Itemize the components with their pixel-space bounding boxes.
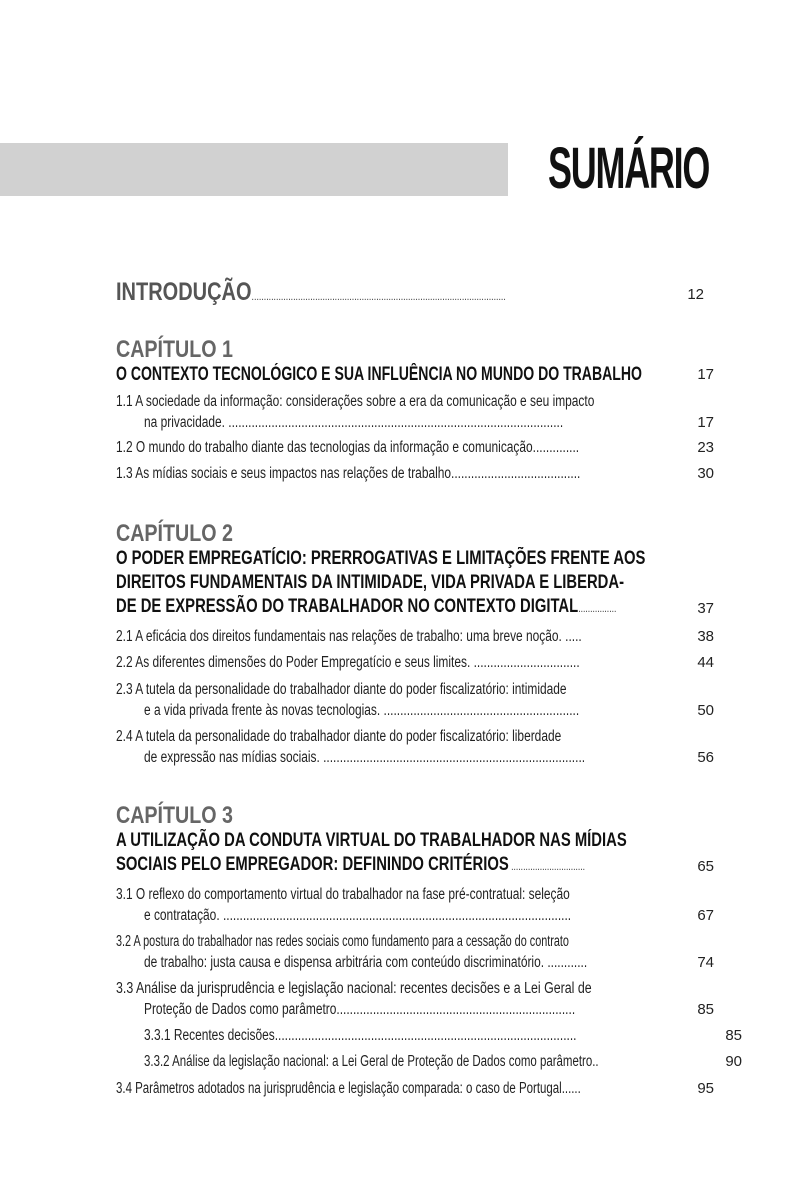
toc-entry-2-4[interactable]: 2.4 A tutela da personalidade do trabalhador diante do poder fiscalizatório: liberdade de expressão nas mídias sociais. ............................................................................... 56 [116,728,714,766]
chapter-3-page: 65 [697,858,714,875]
page-title: SUMÁRIO [548,136,710,201]
toc-entry-3-3-1[interactable]: 3.3.1 Recentes decisões........................................................................................... 85 [144,1027,742,1044]
toc-entry-2-2[interactable]: 2.2 As diferentes dimensões do Poder Empregatício e seus limites. ................................ 44 [116,654,714,671]
toc-entry-2-3[interactable]: 2.3 A tutela da personalidade do trabalhador diante do poder fiscalizatório: intimidade e a vida privada frente às novas tecnologias. ........................................................... 50 [116,681,714,719]
toc-intro[interactable] [116,278,716,307]
chapter-2-page: 37 [697,600,714,617]
toc-entry-1-1[interactable]: 1.1 A sociedade da informação: considerações sobre a era da comunicação e seu impacto na privacidade. ..................................................................................................... 17 [116,393,714,431]
toc-entry-3-4[interactable]: 3.4 Parâmetros adotados na jurisprudência e legislação comparada: o caso de Portugal...... 95 [116,1080,714,1097]
toc-entry-3-3-2[interactable]: 3.3.2 Análise da legislação nacional: a Lei Geral de Proteção de Dados como parâmetro.. 90 [144,1053,742,1070]
toc-entry-1-3[interactable]: 1.3 As mídias sociais e seus impactos nas relações de trabalho....................................... 30 [116,465,714,482]
toc-entry-1-2[interactable]: 1.2 O mundo do trabalho diante das tecnologias da informação e comunicação.............. 23 [116,439,714,456]
toc-entry-3-3[interactable]: 3.3 Análise da jurisprudência e legislação nacional: recentes decisões e a Lei Geral de Proteção de Dados como parâmetro........................................................................ 85 [116,980,714,1018]
toc-entry-3-2[interactable]: 3.2 A postura do trabalhador nas redes sociais como fundamento para a cessação do contrato de trabalho: justa causa e dispensa arbitrária com conteúdo discriminatório. ............ 74 [116,933,714,971]
chapter-3-title[interactable]: A UTILIZAÇÃO DA CONDUTA VIRTUAL DO TRABALHADOR NAS MÍDIAS SOCIAIS PELO EMPREGADOR: DEFININDO CRITÉRIOS ............................... 65 [116,830,714,875]
toc-entry-3-1[interactable]: 3.1 O reflexo do comportamento virtual do trabalhador na fase pré-contratual: seleção e contratação. ......................................................................................................... 67 [116,886,714,924]
intro-page: 12 [687,286,704,303]
chapter-2-title[interactable]: O PODER EMPREGATÍCIO: PRERROGATIVAS E LIMITAÇÕES FRENTE AOS DIREITOS FUNDAMENTAIS DA INTIMIDADE, VIDA PRIVADA E LIBERDA- DE DE EXPRESSÃO DO TRABALHADOR NO CONTEXTO DIGITAL................ 37 [116,548,714,617]
intro-dots: ........................................................................................................ [251,291,506,303]
chapter-3-label: CAPÍTULO 3 [116,802,234,829]
chapter-1-title[interactable]: O CONTEXTO TECNOLÓGICO E SUA INFLUÊNCIA NO MUNDO DO TRABALHO 17 [116,364,714,385]
chapter-2-label: CAPÍTULO 2 [116,520,234,547]
chapter-1-label: CAPÍTULO 1 [116,336,234,363]
chapter-1-page: 17 [697,366,714,383]
toc-entry-2-1[interactable]: 2.1 A eficácia dos direitos fundamentais nas relações de trabalho: uma breve noção. ..... 38 [116,628,714,645]
intro-label: INTRODUÇÃO [116,278,252,306]
header-band [0,143,508,196]
